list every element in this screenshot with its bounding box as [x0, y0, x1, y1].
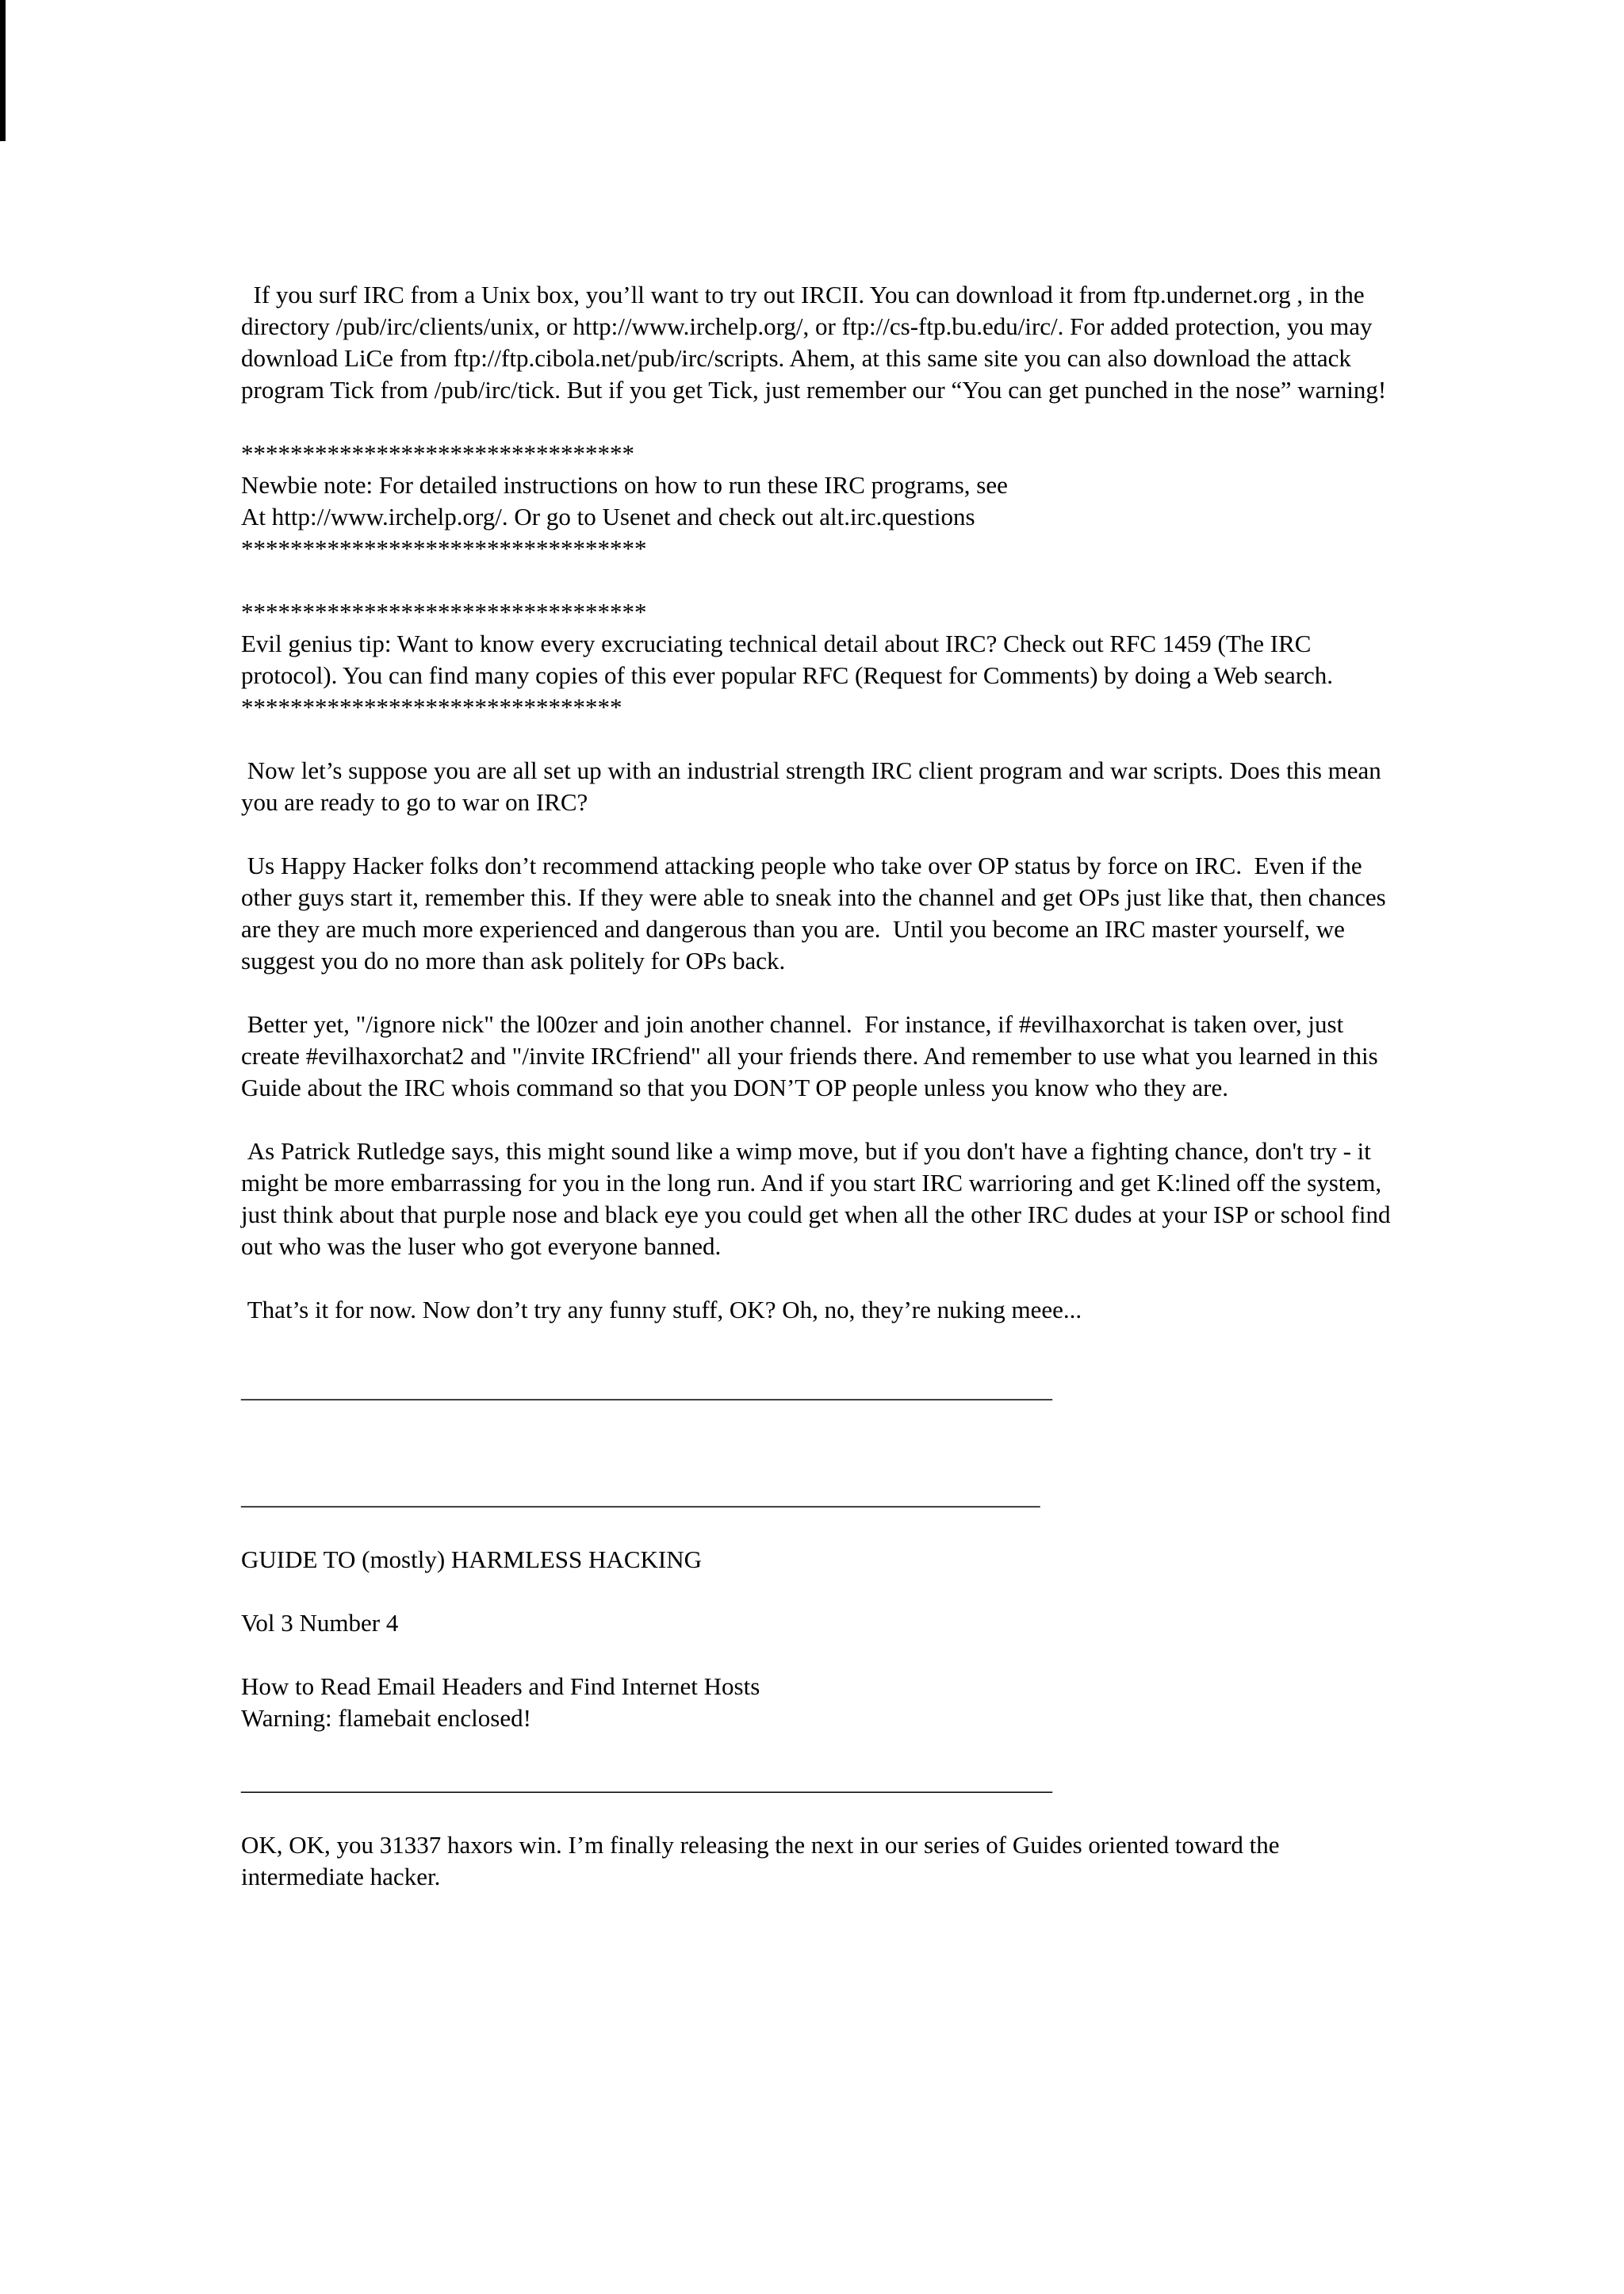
scan-artifact — [0, 0, 6, 141]
volume-number: Vol 3 Number 4 — [241, 1609, 399, 1637]
paragraph-evil-genius-tip: Evil genius tip: Want to know every excruciating technical detail about IRC? Check out RFC 1459 (The IRC protocol). You can find many copies of this ever popular RFC (Request for Comments) by doing a Web search. — [241, 630, 1334, 689]
paragraph-intro-31337: OK, OK, you 31337 haxors win. I’m finally releasing the next in our series of Guides oriented toward the intermediate hacker. — [241, 1831, 1286, 1890]
section-divider-1: __________________________________________________________________ — [241, 1375, 1052, 1403]
flamebait-warning: Warning: flamebait enclosed! — [241, 1704, 531, 1732]
paragraph-patrick-rutledge: As Patrick Rutledge says, this might sound like a wimp move, but if you don't have a fighting chance, don't try - it might be more embarrassing for you in the long run. And if you start IRC warrioring and get K:lined off the system, just think about that purple nose and black eye you could get when all the other IRC dudes at your ISP or school find out who was the luser who got everyone banned. — [241, 1137, 1397, 1260]
newbie-note-line-2: At http://www.irchelp.org/. Or go to Usenet and check out alt.irc.questions — [241, 503, 975, 530]
evil-genius-stars-top: ********************************* — [241, 598, 647, 626]
newbie-note-stars-bottom: ********************************* — [241, 534, 647, 562]
guide-title: GUIDE TO (mostly) HARMLESS HACKING — [241, 1545, 702, 1573]
paragraph-thats-it: That’s it for now. Now don’t try any funny stuff, OK? Oh, no, they’re nuking meee... — [241, 1296, 1082, 1323]
issue-title: How to Read Email Headers and Find Internet Hosts — [241, 1672, 760, 1700]
paragraph-war-ready: Now let’s suppose you are all set up with an industrial strength IRC client program and war scripts. Does this mean you are ready to go to war on IRC? — [241, 756, 1388, 816]
document-content — [241, 279, 1399, 1893]
paragraph-happy-hacker-advice: Us Happy Hacker folks don’t recommend attacking people who take over OP status by force on IRC. Even if the other guys start it, remember this. If they were able to sneak into the channel and get OPs just like that, then chances are they are much more experienced and dangerous than you are. Until you become an IRC master yourself, we suggest you do no more than ask politely for OPs back. — [241, 852, 1392, 975]
section-divider-3: __________________________________________________________________ — [241, 1767, 1052, 1795]
newbie-note-stars-top: ******************************** — [241, 439, 634, 467]
evil-genius-stars-bottom: ******************************* — [241, 693, 622, 721]
paragraph-irc-clients: If you surf IRC from a Unix box, you’ll want to try out IRCII. You can download it from ftp.undernet.org , in the directory /pub/irc/clients/unix, or http://www.irchelp.org/, or ftp://cs-ftp.bu.edu/irc/. For added protection, you may download LiCe from ftp://ftp.cibola.net/pub/irc/scripts. Ahem, at this same site you can also download the attack program Tick from /pub/irc/tick. But if you get Tick, just remember our “You can get punched in the nose” warning! — [241, 281, 1387, 404]
paragraph-ignore-nick: Better yet, "/ignore nick" the l00zer and join another channel. For instance, if #evilhaxorchat is taken over, just create #evilhaxorchat2 and "/invite IRCfriend" all your friends there. And remember to use what you learned in this Guide about the IRC whois command so that you DON’T OP people unless you know who they are. — [241, 1010, 1385, 1101]
newbie-note-line-1: Newbie note: For detailed instructions on how to run these IRC programs, see — [241, 471, 1008, 499]
section-divider-2: _________________________________________________________________ — [241, 1482, 1040, 1510]
